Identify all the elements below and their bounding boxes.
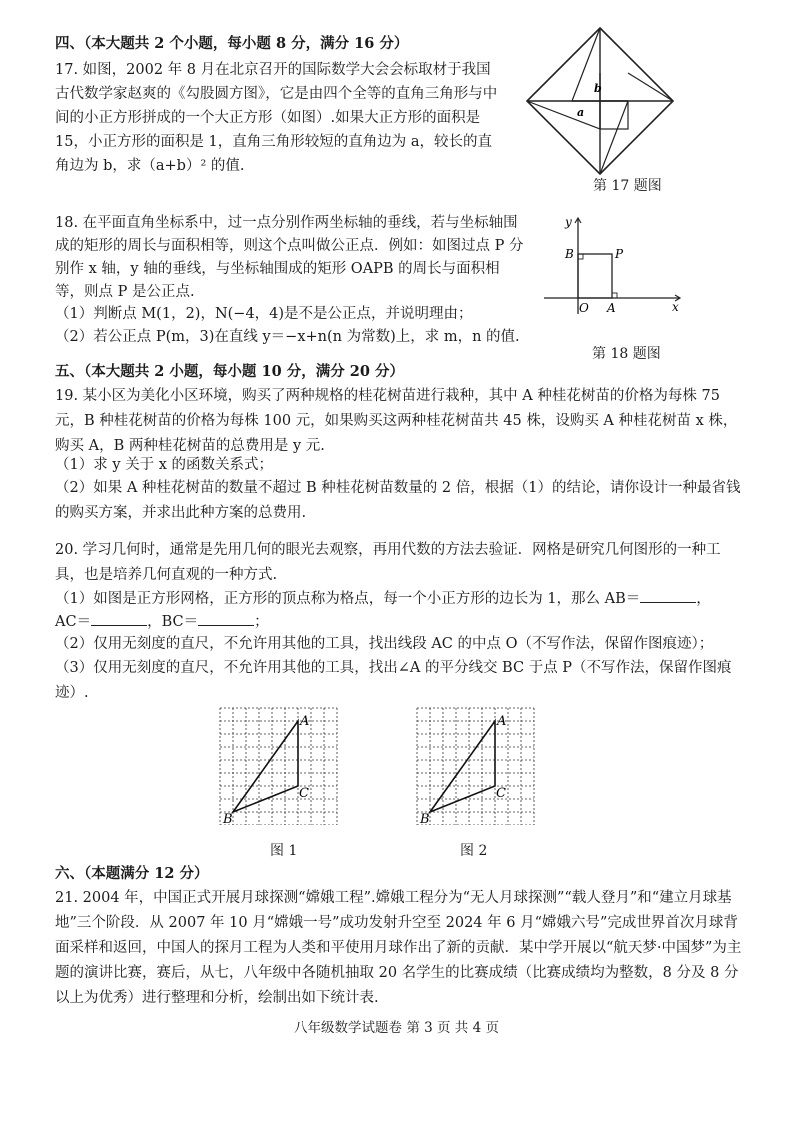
vertex-C: C [299, 786, 309, 801]
answer-blank-AB[interactable] [640, 588, 696, 603]
section-6-header: 六、（本题满分 12 分） [55, 865, 209, 882]
question-19-part-2: （2）如果 A 种桂花树苗的数量不超过 B 种桂花树苗数量的 2 倍，根据（1）的结论，请你设计一种最省钱的购买方案，并求出此种方案的总费用. [55, 480, 741, 521]
part-1-prompt: （1）如图是正方形网格，正方形的顶点称为格点，每一个小正方形的边长为 1，那么 AB＝ [55, 591, 641, 607]
label-a: a [577, 106, 585, 119]
label-BC: ，BC＝ [147, 614, 199, 630]
punct: ； [254, 614, 269, 630]
figure-1-grid [215, 705, 343, 825]
point-B-label: B [565, 247, 574, 261]
label-b: b [594, 82, 602, 95]
axis-x-label: x [672, 300, 679, 314]
question-18-part-2: （2）若公正点 P(m，3)在直线 y＝−x+n(n 为常数)上，求 m，n 的值. [55, 329, 520, 345]
question-18-part-1: （1）判断点 M(1，2)，N(−4，4)是不是公正点，并说明理由； [55, 306, 473, 322]
question-19-text: 19. 某小区为美化小区环境，购买了两种规格的桂花树苗进行栽种，其中 A 种桂花树苗的价格为每株 75 元，B 种桂花树苗的价格为每株 100 元，如果购买这两种桂花树苗共 45 株，设购买 A 种桂花树苗 x 株，购买 A，B 两种桂花树苗的总费用是 y 元. [55, 388, 738, 454]
punct: ， [696, 591, 711, 607]
question-19-part-1: （1）求 y 关于 x 的函数关系式； [55, 457, 274, 473]
figure-18-caption: 第 18 题图 [592, 346, 661, 362]
vertex-A: A [300, 714, 310, 729]
question-21-text: 21. 2004 年，中国正式开展月球探测“嫦娥工程”.嫦娥工程分为“无人月球探测”“载人登月”和“建立月球基地”三个阶段．从 2007 年 10 月“嫦娥一号”成功发射升空至 2024 年 6 月“嫦娥六号”完成世界首次月球背面采样和返回，中国人的探月工程为人类和平使用月球作出了新的贡献．某中学开展以“航天梦·中国梦”为主题的演讲比赛，赛后，从七，八年级中各随机抽取 20 名学生的比赛成绩（比赛成绩均为整数，8 分及 8 分以上为优秀）进行整理和分析，绘制出如下统计表. [55, 890, 742, 1006]
figure-17-zhao-shuang-diagram [525, 26, 675, 176]
vertex-B: B [223, 812, 233, 825]
label-AC: AC＝ [55, 614, 92, 630]
question-17-text: 17. 如图，2002 年 8 月在北京召开的国际数学大会会标取材于我国古代数学家赵爽的《勾股圆方图》，它是由四个全等的直角三角形与中间的小正方形拼成的一个大正方形（如图）.如果大正方形的面积是 15，小正方形的面积是 1，直角三角形较短的直角边为 a，较长的直角边为 b，求（a+b）² 的值. [55, 62, 498, 174]
point-A-label: A [607, 301, 616, 315]
question-18-text: 18. 在平面直角坐标系中，过一点分别作两坐标轴的垂线，若与坐标轴围成的矩形的周长与面积相等，则这个点叫做公正点．例如：如图过点 P 分别作 x 轴，y 轴的垂线，与坐标轴围成的矩形 OAPB 的周长与面积相等，则点 P 是公正点. [55, 215, 524, 300]
figure-18-coordinate-system [540, 210, 690, 320]
figure-1-caption: 图 1 [270, 843, 298, 859]
figure-17-caption: 第 17 题图 [593, 178, 662, 194]
question-20-part-3: （3）仅用无刻度的直尺，不允许用其他的工具，找出∠A 的平分线交 BC 于点 P（不写作法，保留作图痕迹）. [55, 660, 732, 701]
vertex-A: A [497, 714, 507, 729]
section-4-header: 四、（本大题共 2 个小题，每小题 8 分，满分 16 分） [55, 35, 409, 52]
vertex-B: B [420, 812, 430, 825]
answer-blank-AC[interactable] [91, 611, 147, 626]
question-20-text: 20. 学习几何时，通常是先用几何的眼光去观察，再用代数的方法去验证．网格是研究几何图形的一种工具，也是培养几何直观的一种方式. [55, 542, 721, 583]
question-20-part-1-line-1 [55, 588, 711, 609]
question-20-part-2: （2）仅用无刻度的直尺，不允许用其他的工具，找出线段 AC 的中点 O（不写作法，保留作图痕迹）； [55, 636, 714, 652]
figure-2-caption: 图 2 [460, 843, 488, 859]
page-footer: 八年级数学试题卷 第 3 页 共 4 页 [294, 1020, 499, 1036]
point-P-label: P [615, 247, 624, 261]
answer-blank-BC[interactable] [198, 611, 254, 626]
axis-y-label: y [565, 215, 572, 229]
vertex-C: C [496, 786, 506, 801]
origin-O-label: O [579, 301, 589, 315]
section-5-header: 五、（本大题共 2 小题，每小题 10 分，满分 20 分） [55, 363, 404, 380]
figure-2-grid [412, 705, 540, 825]
question-20-part-1-line-2 [55, 611, 269, 632]
